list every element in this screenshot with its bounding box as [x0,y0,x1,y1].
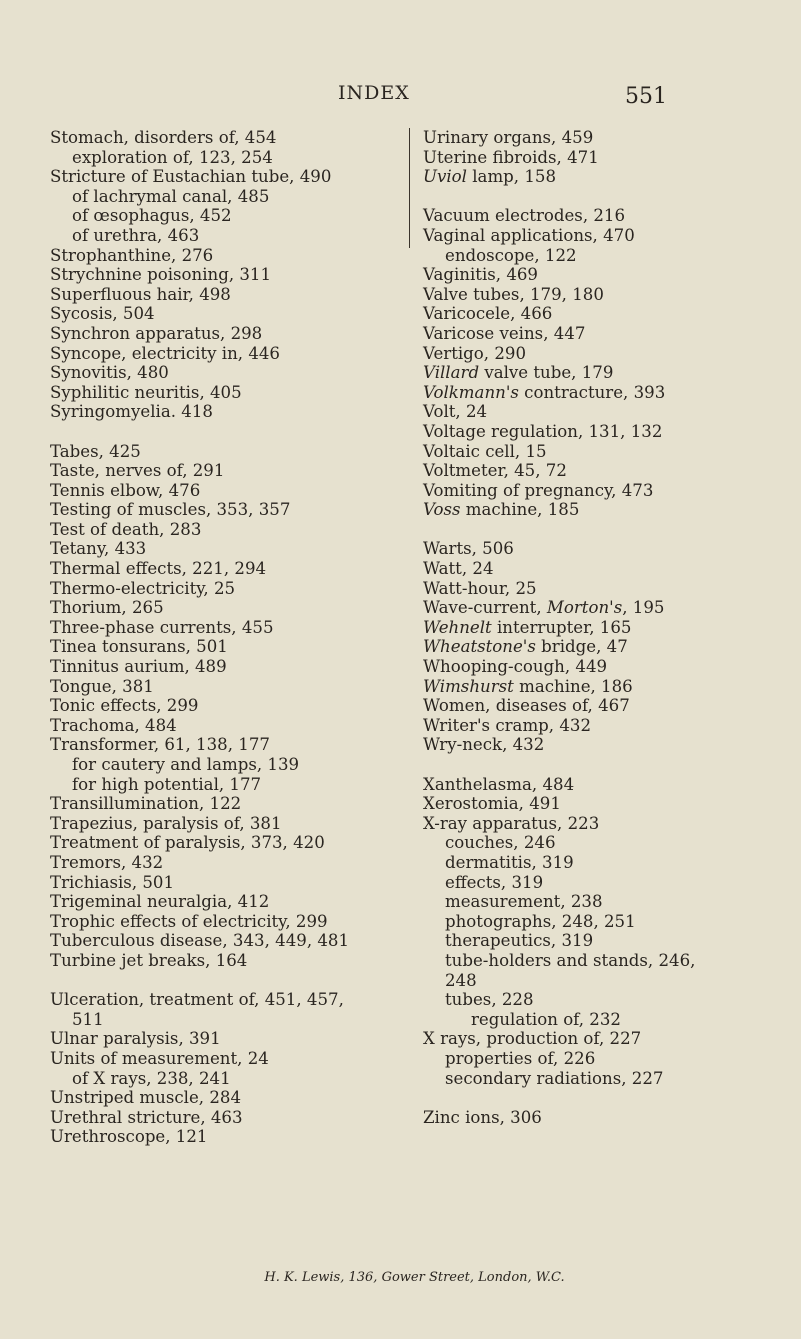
index-subentry: of lachrymal canal, 485 [72,186,270,206]
index-entry: Syphilitic neuritis, 405 [50,382,242,402]
index-entry: Trophic effects of electricity, 299 [50,911,328,931]
index-entry: Wimshurst machine, 186 [423,676,633,696]
index-entry: Treatment of paralysis, 373, 420 [50,833,325,853]
index-entry: Trachoma, 484 [50,715,177,735]
index-subentry: for high potential, 177 [72,774,262,794]
index-entry: Writer's cramp, 432 [423,715,592,735]
page-number: 551 [625,84,667,109]
index-entry: Varicose veins, 447 [423,323,586,343]
index-subentry: couches, 246 [445,833,556,853]
index-subentry: regulation of, 232 [471,1009,621,1029]
index-entry: Tongue, 381 [50,676,154,696]
publisher-text: H. K. Lewis, 136, Gower Street, London, W.C. [264,1270,565,1285]
index-entry: Transformer, 61, 138, 177 [50,735,270,755]
index-subentry: 511 [72,1009,104,1029]
index-entry: Test of death, 283 [50,519,202,539]
index-column-left [50,128,370,1147]
index-subentry: 248 [445,970,477,990]
index-entry: Xerostomia, 491 [423,794,561,814]
index-entry: Wry-neck, 432 [423,735,545,755]
index-entry: Vacuum electrodes, 216 [423,206,626,226]
index-subentry: tube-holders and stands, 246, [445,950,696,970]
index-subentry: of œsophagus, 452 [72,206,232,226]
index-entry: Uterine fibroids, 471 [423,147,599,167]
index-entry: Tremors, 432 [50,852,164,872]
index-entry: Urethral stricture, 463 [50,1107,243,1127]
index-entry: Taste, nerves of, 291 [50,461,225,481]
index-entry: Trichiasis, 501 [50,872,175,892]
index-entry: Uviol lamp, 158 [423,167,557,187]
index-subentry: of X rays, 238, 241 [72,1068,231,1088]
index-subentry: therapeutics, 319 [445,931,594,951]
index-entry: Thermal effects, 221, 294 [50,559,267,579]
index-entry: Women, diseases of, 467 [423,696,630,716]
index-entry: Voss machine, 185 [423,500,580,520]
index-subentry: tubes, 228 [445,990,534,1010]
index-entry: Watt-hour, 25 [423,578,537,598]
index-entry: Voltmeter, 45, 72 [423,461,567,481]
index-entry: Wave-current, Morton's, 195 [423,598,665,618]
index-entry: Syringomyelia. 418 [50,402,213,422]
index-subentry: exploration of, 123, 254 [72,147,273,167]
publisher-imprint [0,1270,801,1285]
letter-gap [50,422,370,442]
index-entry: Synovitis, 480 [50,363,169,383]
index-entry: Turbine jet breaks, 164 [50,950,248,970]
index-entry: Vertigo, 290 [423,343,527,363]
index-entry: Strophanthine, 276 [50,245,214,265]
index-entry: Ulceration, treatment of, 451, 457, [50,990,344,1010]
index-entry: Urinary organs, 459 [423,128,594,147]
index-subentry: measurement, 238 [445,892,603,912]
index-entry: Strychnine poisoning, 311 [50,265,272,285]
index-entry: Sycosis, 504 [50,304,155,324]
index-entry: Testing of muscles, 353, 357 [50,500,291,520]
index-entry: Vomiting of pregnancy, 473 [423,480,654,500]
index-entry: Urethroscope, 121 [50,1127,208,1147]
index-entry: Watt, 24 [423,559,494,579]
index-entry: Voltaic cell, 15 [423,441,547,461]
index-entry: Stricture of Eustachian tube, 490 [50,167,332,187]
index-entry: Xanthelasma, 484 [423,774,575,794]
index-entry: Wehnelt interrupter, 165 [423,617,632,637]
index-column-right [423,128,793,1127]
index-entry: Unstriped muscle, 284 [50,1088,242,1108]
index-entry: Tennis elbow, 476 [50,480,201,500]
index-entry: Vaginal applications, 470 [423,225,635,245]
index-entry: Volkmann's contracture, 393 [423,382,666,402]
index-entry: Superfluous hair, 498 [50,284,231,304]
index-entry: Tuberculous disease, 343, 449, 481 [50,931,350,951]
index-entry: X rays, production of, 227 [423,1029,642,1049]
letter-gap [423,520,793,540]
index-entry: Villard valve tube, 179 [423,363,614,383]
index-entry: Whooping-cough, 449 [423,657,608,677]
index-entry: Transillumination, 122 [50,794,242,814]
index-entry: Tetany, 433 [50,539,147,559]
index-entry: X-ray apparatus, 223 [423,813,600,833]
index-subentry: photographs, 248, 251 [445,911,636,931]
index-subentry: secondary radiations, 227 [445,1068,664,1088]
index-entry: Volt, 24 [423,402,488,422]
letter-gap [50,971,370,991]
index-entry: Ulnar paralysis, 391 [50,1029,221,1049]
index-entry: Voltage regulation, 131, 132 [423,421,663,441]
index-subentry: dermatitis, 319 [445,852,574,872]
index-entry: Synchron apparatus, 298 [50,323,263,343]
index-subentry: effects, 319 [445,872,544,892]
index-subentry: properties of, 226 [445,1048,596,1068]
letter-gap [423,755,793,775]
index-subentry: of urethra, 463 [72,225,200,245]
index-entry: Stomach, disorders of, 454 [50,128,277,147]
letter-gap [423,187,793,207]
letter-gap [423,1088,793,1108]
page-header [0,82,801,122]
index-entry: Tabes, 425 [50,441,141,461]
index-entry: Valve tubes, 179, 180 [423,284,604,304]
index-entry: Trapezius, paralysis of, 381 [50,813,282,833]
page-title: INDEX [338,82,410,104]
index-entry: Thorium, 265 [50,598,164,618]
index-entry: Zinc ions, 306 [423,1107,542,1127]
index-entry: Trigeminal neuralgia, 412 [50,892,270,912]
index-entry: Units of measurement, 24 [50,1048,269,1068]
index-entry: Thermo-electricity, 25 [50,578,236,598]
index-entry: Tinnitus aurium, 489 [50,657,227,677]
index-entry: Vaginitis, 469 [423,265,538,285]
index-entry: Tonic effects, 299 [50,696,199,716]
column-rule [409,128,410,248]
index-entry: Wheatstone's bridge, 47 [423,637,628,657]
index-subentry: for cautery and lamps, 139 [72,755,300,774]
index-entry: Tinea tonsurans, 501 [50,637,228,657]
index-entry: Syncope, electricity in, 446 [50,343,280,363]
index-entry: Three-phase currents, 455 [50,617,274,637]
index-entry: Warts, 506 [423,539,514,559]
index-entry: Varicocele, 466 [423,304,553,324]
index-subentry: endoscope, 122 [445,245,577,265]
